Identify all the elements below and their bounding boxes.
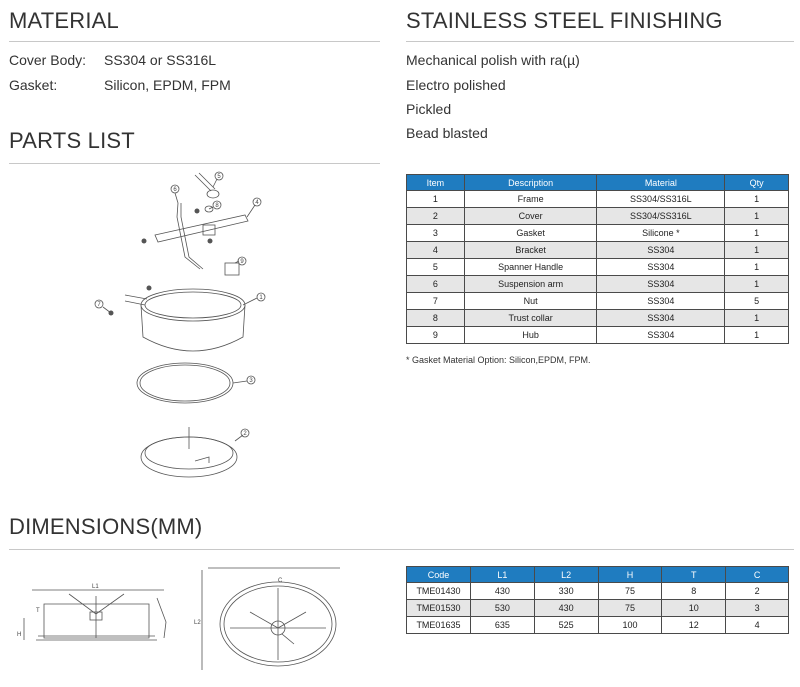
table-cell: TME01430 [407, 583, 471, 600]
svg-text:6: 6 [173, 187, 177, 193]
table-cell: 10 [662, 600, 726, 617]
table-cell: Cover [464, 208, 597, 225]
table-cell: Silicone * [597, 225, 725, 242]
gasket-shape [137, 363, 233, 403]
parts-divider [9, 163, 380, 164]
l2-label: L2 [194, 620, 201, 626]
table-cell: 1 [725, 276, 789, 293]
material-divider [9, 41, 380, 42]
svg-text:9: 9 [240, 259, 244, 265]
table-cell: Suspension arm [464, 276, 597, 293]
table-cell: 75 [598, 600, 662, 617]
table-cell: SS304/SS316L [597, 208, 725, 225]
callout-6 [171, 185, 179, 203]
table-cell: 1 [725, 242, 789, 259]
table-cell: 12 [662, 617, 726, 634]
table-cell: 430 [534, 600, 598, 617]
table-cell: 8 [662, 583, 726, 600]
table-cell: 330 [534, 583, 598, 600]
table-cell: SS304 [597, 259, 725, 276]
callout-5 [213, 172, 223, 187]
table-row [407, 242, 789, 259]
finishing-title: STAINLESS STEEL FINISHING [406, 8, 723, 33]
col-header: Description [464, 175, 597, 191]
table-cell: Hub [464, 327, 597, 344]
table-cell: 3 [407, 225, 465, 242]
svg-text:8: 8 [215, 203, 219, 209]
material-value-gasket: Silicon, EPDM, FPM [104, 77, 231, 93]
col-header: C [726, 567, 789, 583]
finishing-item: Pickled [406, 101, 452, 117]
callout-4 [247, 198, 261, 217]
t-label: T [36, 608, 40, 614]
table-row [407, 208, 789, 225]
table-cell: 2 [726, 583, 789, 600]
l1-label: L1 [92, 584, 99, 590]
table-cell: Gasket [464, 225, 597, 242]
table-cell: TME01635 [407, 617, 471, 634]
table-cell: 530 [470, 600, 534, 617]
callout-8 [209, 201, 221, 209]
top-view-drawing [190, 560, 365, 680]
table-row [407, 617, 789, 634]
dimensions-divider [9, 549, 794, 550]
table-cell: Trust collar [464, 310, 597, 327]
hub-shape [225, 263, 239, 275]
col-header: Qty [725, 175, 789, 191]
table-cell: 5 [407, 259, 465, 276]
table-cell: 1 [725, 225, 789, 242]
col-header: L1 [470, 567, 534, 583]
table-cell: 1 [725, 259, 789, 276]
table-cell: 1 [407, 191, 465, 208]
exploded-parts-diagram [85, 165, 285, 495]
table-cell: SS304 [597, 276, 725, 293]
table-row [407, 191, 789, 208]
table-cell: 9 [407, 327, 465, 344]
svg-text:4: 4 [255, 200, 259, 206]
finishing-item: Electro polished [406, 77, 506, 93]
table-cell: SS304/SS316L [597, 191, 725, 208]
table-cell: Nut [464, 293, 597, 310]
col-header: Item [407, 175, 465, 191]
col-header: H [598, 567, 662, 583]
table-cell: 4 [407, 242, 465, 259]
table-cell: 1 [725, 310, 789, 327]
table-cell: 100 [598, 617, 662, 634]
gasket-note: * Gasket Material Option: Silicon,EPDM, FPM. [406, 355, 591, 365]
table-row [407, 327, 789, 344]
material-value-cover: SS304 or SS316L [104, 52, 217, 68]
callout-7 [95, 300, 111, 313]
finishing-divider [406, 41, 794, 42]
material-title: MATERIAL [9, 8, 119, 33]
dimensions-table-header [407, 567, 789, 583]
table-row [407, 276, 789, 293]
table-cell: 430 [470, 583, 534, 600]
material-label-cover: Cover Body: [9, 52, 87, 68]
table-cell: TME01530 [407, 600, 471, 617]
table-row [407, 310, 789, 327]
col-header: L2 [534, 567, 598, 583]
frame-shape [141, 289, 245, 321]
table-row [407, 583, 789, 600]
material-label-gasket: Gasket: [9, 77, 58, 93]
table-cell: 635 [470, 617, 534, 634]
table-row [407, 293, 789, 310]
callout-3 [233, 376, 255, 384]
table-row [407, 259, 789, 276]
table-cell: 5 [725, 293, 789, 310]
table-cell: Bracket [464, 242, 597, 259]
frame-side-shape [44, 604, 149, 638]
table-cell: 1 [725, 327, 789, 344]
table-cell: 4 [726, 617, 789, 634]
callout-1 [243, 293, 265, 305]
svg-text:2: 2 [243, 431, 247, 437]
c-label: C [278, 578, 283, 584]
table-cell: 7 [407, 293, 465, 310]
svg-text:5: 5 [217, 174, 221, 180]
col-header: Material [597, 175, 725, 191]
parts-table-header [407, 175, 789, 191]
table-row [407, 225, 789, 242]
callout-9 [235, 257, 246, 265]
col-header: Code [407, 567, 471, 583]
col-header: T [662, 567, 726, 583]
finishing-item: Bead blasted [406, 125, 488, 141]
h-label: H [17, 632, 22, 638]
table-cell: SS304 [597, 310, 725, 327]
finishing-item: Mechanical polish with ra(µ) [406, 52, 580, 68]
bracket-shape [155, 215, 248, 242]
table-cell: 1 [725, 208, 789, 225]
table-cell: 3 [726, 600, 789, 617]
table-cell: SS304 [597, 327, 725, 344]
table-cell: Spanner Handle [464, 259, 597, 276]
table-cell: Frame [464, 191, 597, 208]
svg-text:3: 3 [249, 378, 253, 384]
table-cell: SS304 [597, 242, 725, 259]
callout-2 [235, 429, 249, 441]
parts-table [406, 174, 789, 344]
table-cell: 525 [534, 617, 598, 634]
spanner-handle-shape [195, 173, 215, 191]
table-cell: 8 [407, 310, 465, 327]
nut-shape [142, 239, 147, 244]
table-cell: 1 [725, 191, 789, 208]
svg-text:1: 1 [259, 295, 263, 301]
dimensions-title: DIMENSIONS(MM) [9, 514, 203, 539]
side-view-drawing [14, 582, 184, 652]
table-cell: SS304 [597, 293, 725, 310]
table-row [407, 600, 789, 617]
table-cell: 2 [407, 208, 465, 225]
table-cell: 6 [407, 276, 465, 293]
parts-title: PARTS LIST [9, 128, 135, 153]
dimensions-table [406, 566, 789, 634]
svg-text:7: 7 [97, 302, 101, 308]
table-cell: 75 [598, 583, 662, 600]
